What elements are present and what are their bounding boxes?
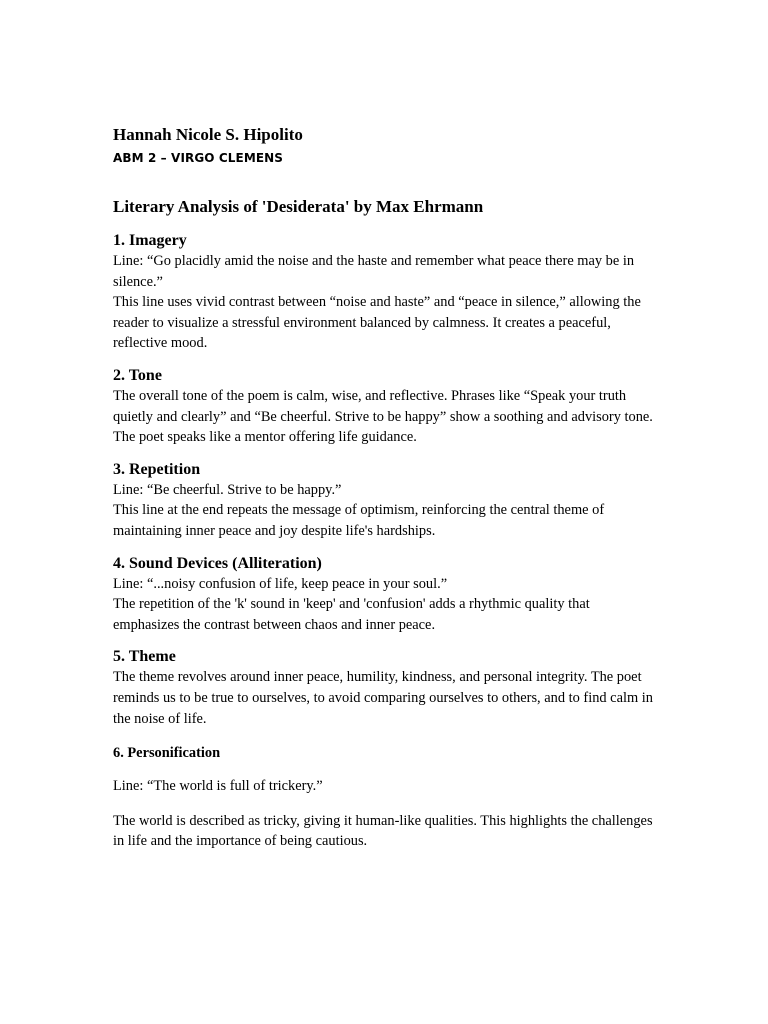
class-section: ABM 2 – VIRGO CLEMENS	[113, 151, 284, 165]
quoted-line: Line: “Go placidly amid the noise and the haste and remember what peace there may be in silence.”	[113, 253, 635, 290]
section-heading: 2. Tone	[113, 366, 162, 384]
section-heading: 6. Personification	[113, 745, 221, 762]
analysis-paragraph: The theme revolves around inner peace, humility, kindness, and personal integrity. The poet reminds us to be true to ourselves, to avoid comparing ourselves to others, and to find calm in the noise of life.	[113, 669, 653, 727]
analysis-paragraph: The repetition of the 'k' sound in 'keep' and 'confusion' adds a rhythmic quality that emphasizes the contrast between chaos and inner peace.	[113, 596, 590, 633]
analysis-paragraph: The overall tone of the poem is calm, wise, and reflective. Phrases like “Speak your truth quietly and clearly” and “Be cheerful. Strive to be happy” show a soothing and advisory tone. The poet speaks like a mentor offering life guidance.	[113, 387, 653, 446]
analysis-paragraph: This line uses vivid contrast between “noise and haste” and “peace in silence,” allowing the reader to visualize a stressful environment balanced by calmness. It creates a peaceful, reflective mood.	[113, 294, 641, 352]
document-title: Literary Analysis of 'Desiderata' by Max Ehrmann	[113, 197, 484, 216]
section-repetition	[113, 460, 658, 542]
quoted-line: Line: “Be cheerful. Strive to be happy.”	[113, 481, 342, 498]
quoted-line: Line: “The world is full of trickery.”	[113, 778, 323, 795]
quoted-line: Line: “...noisy confusion of life, keep peace in your soul.”	[113, 575, 448, 592]
analysis-paragraph: The world is described as tricky, giving it human-like qualities. This highlights the challenges in life and the importance of being cautious.	[113, 812, 653, 850]
section-imagery	[113, 231, 658, 354]
section-sound-devices	[113, 554, 658, 636]
section-personification	[113, 743, 658, 852]
section-heading: 4. Sound Devices (Alliteration)	[113, 554, 322, 572]
document-page	[113, 124, 658, 852]
analysis-paragraph: This line at the end repeats the message of optimism, reinforcing the central theme of maintaining inner peace and joy despite life's hardships.	[113, 502, 605, 539]
section-heading: 1. Imagery	[113, 232, 187, 249]
section-theme	[113, 647, 658, 729]
author-name: Hannah Nicole S. Hipolito	[113, 125, 303, 144]
section-heading: 3. Repetition	[113, 460, 201, 478]
section-heading: 5. Theme	[113, 648, 176, 666]
section-tone	[113, 366, 658, 448]
